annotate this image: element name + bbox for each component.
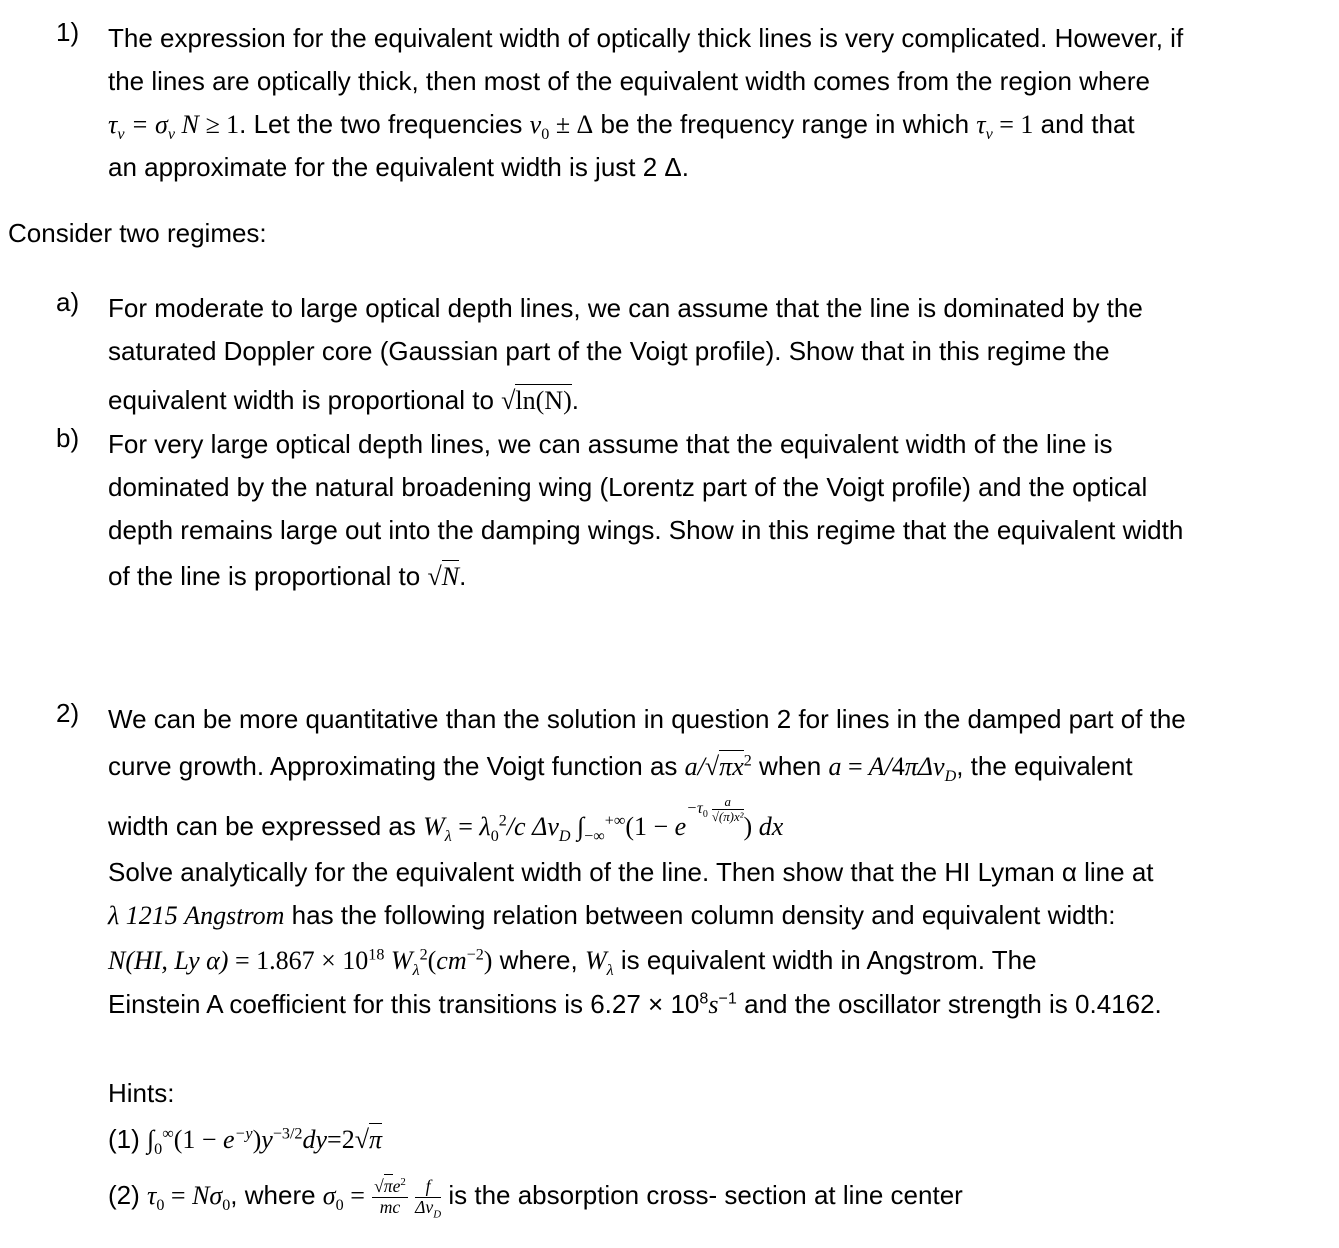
paragraph-line: equivalent width is proportional to √ln(N). — [108, 385, 579, 415]
paragraph-line — [108, 103, 1326, 146]
part-label: a) — [56, 287, 80, 317]
hint-2: (2) $\tau_0 = N\sigma_0$, where $\sigma_0$ = $\frac{√\pi e^2}{mc}$ $\frac{f}{\Delta\nu_D}$ is the absorption cross- section at line center — [108, 1176, 963, 1221]
question-number: 1) — [56, 17, 80, 47]
paragraph-line: We can be more quantitative than the solution in question 2 for lines in the damped part of the — [108, 704, 1186, 734]
consider-heading: Consider two regimes: — [8, 218, 267, 248]
paragraph-line: The expression for the equivalent width of optically thick lines is very complicated. However, if — [108, 23, 1184, 53]
equivalent-width-formula: width can be expressed as $W_\lambda = \lambda_0^2/c$ $\Delta\nu_D$ $\int_{-\infty}^{+\infty}(1 - e-\tau_0$ $\frac{a}{\text{√(π)x²}}$ ) dx — [108, 794, 784, 846]
paragraph-line: N(HI, Ly $\alpha) = 1.867 \times 10^{18}$ $W_\lambda^2(cm^{-2})$ where, $W_\lambda$ is equivalent width in Angstrom. The — [108, 945, 1037, 980]
paragraph-line: Solve analytically for the equivalent width of the line. Then show that the HI Lyman α line at — [108, 857, 1154, 887]
part-label: b) — [56, 423, 80, 453]
hints-title: Hints: — [108, 1078, 175, 1108]
paragraph-text: . Let the two frequencies $\nu_0 \pm \Delta$ be the frequency range in which $\tau_\nu = 1$ and that — [239, 109, 1135, 144]
question-1 — [56, 17, 1326, 189]
paragraph-line: saturated Doppler core (Gaussian part of the Voigt profile). Show that in this regime the — [108, 336, 1110, 366]
hint-1: (1) $\int_0^\infty(1 - e^{-y})y^{-3/2}dy=2√\pi$ — [108, 1124, 383, 1159]
paragraph-line: For moderate to large optical depth lines, we can assume that the line is dominated by the — [108, 293, 1143, 323]
paragraph-text: equivalent width is proportional to — [108, 385, 494, 415]
paragraph-line: λ 1215 Angstrom has the following relation between column density and equivalent width: — [108, 900, 1116, 930]
question-number: 2) — [56, 698, 80, 728]
paragraph-line: the lines are optically thick, then most of the equivalent width comes from the region where — [108, 66, 1150, 96]
paragraph-line: an approximate for the equivalent width is just 2 Δ. — [108, 152, 690, 182]
paragraph-line: dominated by the natural broadening wing (Lorentz part of the Voigt profile) and the optical — [108, 472, 1148, 502]
paragraph-line: For very large optical depth lines, we can assume that the equivalent width of the line is — [108, 429, 1113, 459]
paragraph-line: depth remains large out into the damping wings. Show in this regime that the equivalent width — [108, 515, 1184, 545]
paragraph-text: of the line is proportional to — [108, 561, 421, 591]
part-a — [56, 287, 1326, 422]
tau-equation: $\tau_\nu = \sigma_\nu$ N ≥ 1 — [108, 110, 240, 144]
paragraph-line: of the line is proportional to √N. — [108, 561, 467, 591]
question-2 — [56, 698, 1326, 1026]
hints — [56, 1072, 1326, 1227]
part-b — [56, 423, 1326, 595]
paragraph-line: curve growth. Approximating the Voigt function as $a/√\pi x^2$ when a = A/4πΔν$_D$, the equivalent — [108, 751, 1133, 786]
paragraph-line: Einstein A coefficient for this transitions is $6.27 \times 10^8s^{-1}$ and the oscillator strength is 0.4162. — [108, 989, 1162, 1019]
